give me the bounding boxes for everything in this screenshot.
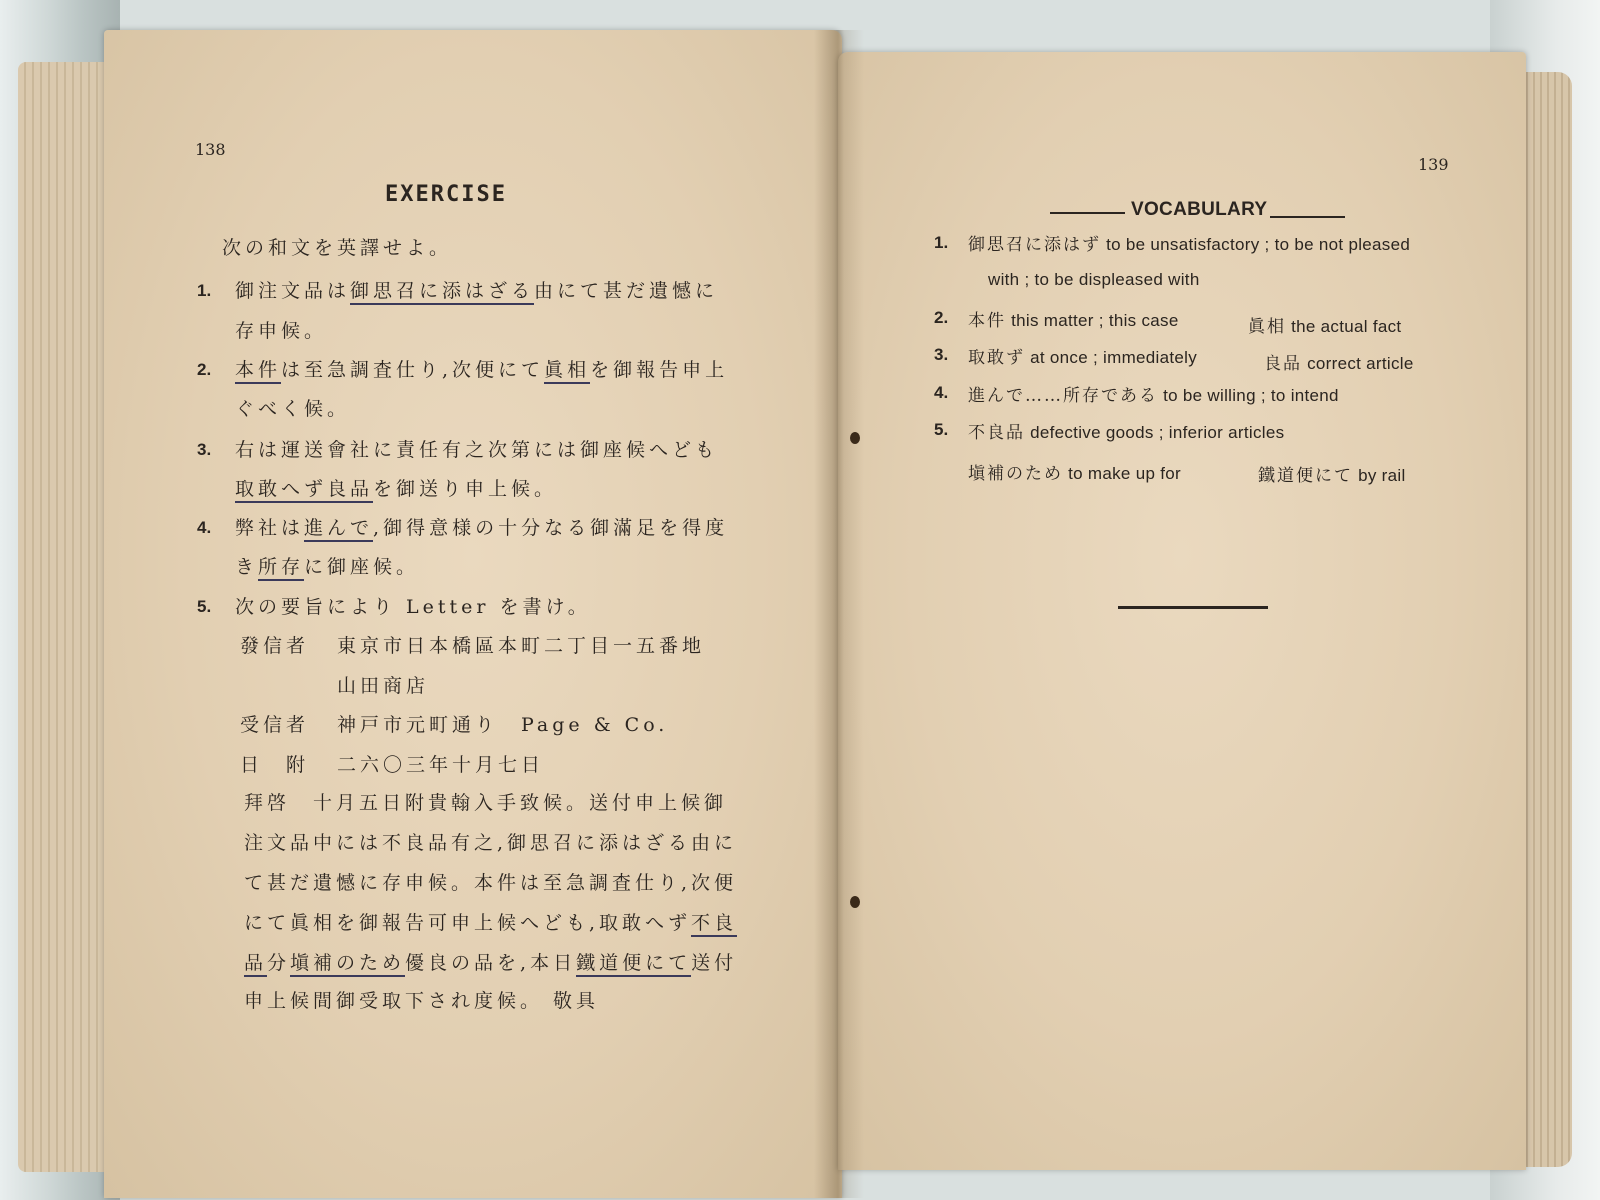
letter-date: 二六〇三年十月七日 [337,754,545,776]
vocab-entry-4: 進んで……所存である to be willing ; to intend [968,386,1339,406]
exercise-item-number: 4. [197,518,212,537]
staple-bottom [850,896,860,908]
exercise-item-4-line2: き所存に御座候。 [235,552,419,579]
vocab-entry-number: 1. [934,233,949,252]
vocab-entry-2b: 眞相 the actual fact [1248,317,1402,337]
receiver-address: 神戸市元町通り Page & Co. [337,714,669,736]
page-number-left: 138 [195,140,226,159]
exercise-item-number: 2. [197,360,212,379]
letter-body-line-4: にて眞相を御報告可申上候へども,取敢へず不良 [244,908,737,935]
vocab-entry-5c: 鐵道便にて by rail [1258,466,1406,486]
exercise-item-2-line2: ぐべく候。 [235,398,351,420]
exercise-item-4-line1: 弊社は進んで,御得意様の十分なる御滿足を得度 [235,513,728,540]
letter-body-line-5: 品分塡補のため優良の品を,本日鐵道便にて送付 [244,948,737,975]
staple-top [850,432,860,444]
letter-body-line-3: て甚だ遺憾に存申候。本件は至急調査仕り,次便 [244,872,738,894]
sender-name: 山田商店 [337,675,430,697]
exercise-item-2-line1: 本件は至急調査仕り,次便にて眞相を御報告申上 [235,355,728,382]
page-number-right: 139 [1418,155,1449,174]
vocab-entry-5b: 塡補のため to make up for [968,464,1181,484]
vocab-entry-number: 4. [934,383,949,402]
letter-body-line-2: 注文品中には不良品有之,御思召に添はざる由に [244,832,738,854]
vocab-entry-5: 不良品 defective goods ; inferior articles [968,423,1285,443]
end-rule [1118,606,1268,609]
exercise-heading: EXERCISE [385,182,507,207]
vocab-entry-3: 取敢ず at once ; immediately [968,348,1198,368]
exercise-item-1-line2: 存申候。 [235,320,328,342]
heading-rule-right [1270,216,1345,218]
exercise-item-number: 5. [197,597,212,616]
exercise-item-5-line1: 次の要旨により Letter を書け。 [235,596,591,618]
book-gutter [814,30,864,1198]
letter-body-line-6: 申上候間御受取下され度候。 敬具 [244,990,600,1012]
vocab-entry-number: 2. [934,308,949,327]
vocab-entry-number: 3. [934,345,949,364]
sender-address: 東京市日本橋區本町二丁目一五番地 [337,635,706,657]
vocab-entry-1: 御思召に添はず to be unsatisfactory ; to be not pleased [968,235,1411,255]
vocab-entry-2: 本件 this matter ; this case [968,311,1179,331]
exercise-item-3-line2: 取敢へず良品を御送り申上候。 [235,474,557,501]
vocabulary-heading: VOCABULARY [1131,199,1268,220]
vocab-entry-3b: 良品 correct article [1264,354,1414,374]
vocab-entry-1-cont: with ; to be displeased with [988,270,1200,289]
exercise-item-number: 1. [197,281,212,300]
exercise-item-1-line1: 御注文品は御思召に添はざる由にて甚だ遺憾に [235,276,718,303]
sender-label: 發信者 [240,635,310,657]
exercise-item-number: 3. [197,440,212,459]
exercise-instruction: 次の和文を英譯せよ。 [222,237,453,259]
exercise-item-3-line1: 右は運送會社に責任有之次第には御座候へども [235,439,719,461]
vocab-entry-number: 5. [934,420,949,439]
date-label: 日 附 [240,754,310,776]
letter-body-line-1: 拜啓 十月五日附貴翰入手致候。送付申上候御 [244,792,728,814]
receiver-label: 受信者 [240,714,310,736]
heading-rule-left [1050,212,1125,214]
